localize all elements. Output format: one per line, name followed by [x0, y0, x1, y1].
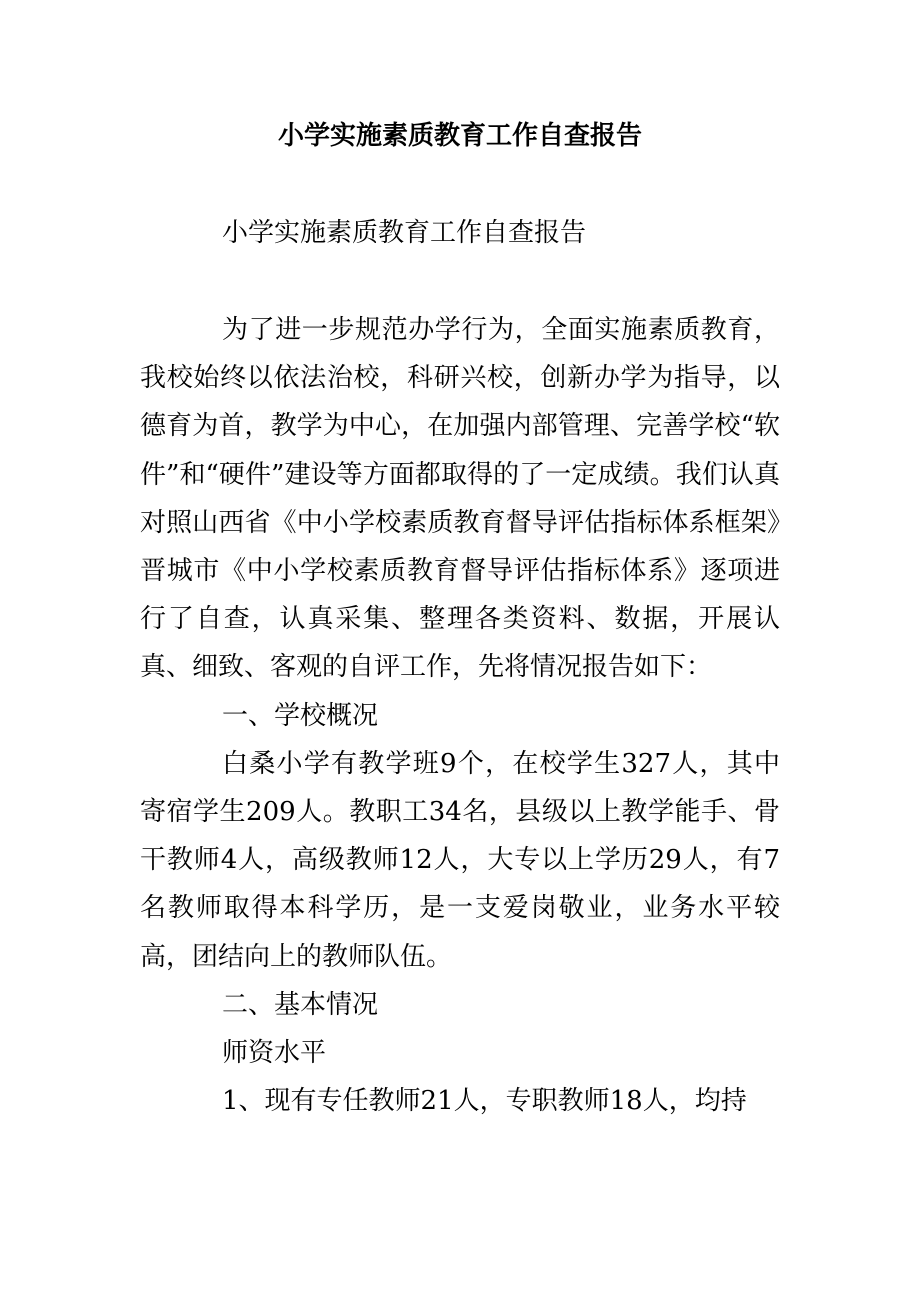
document-title: 小学实施素质教育工作自查报告	[277, 121, 642, 151]
section-heading-basic-situation: 二、基本情况	[222, 989, 379, 1020]
paragraph-teacher-count: 1、现有专任教师21人，专职教师18人，均持	[222, 1086, 747, 1117]
paragraph-intro: 为了进一步规范办学行为，全面实施素质教育，我校始终以依法治校，科研兴校，创新办学为指导，以德育为首，教学为中心，在加强内部管理、完善学校“软件”和“硬件”建设等方面都取得的了一定成绩。我们认真对照山西省《中小学校素质教育督导评估指标体系框架》晋城市《中小学校素质教育督导评估指标体系》逐项进行了自查，认真采集、整理各类资料、数据，开展认真、细致、客观的自评工作，先将情况报告如下：	[140, 315, 780, 683]
document-subtitle: 小学实施素质教育工作自查报告	[222, 218, 587, 248]
paragraph-school-overview: 白桑小学有教学班9个，在校学生327人，其中寄宿学生209人。教职工34名，县级以上教学能手、骨干教师4人，高级教师12人，大专以上学历29人，有7名教师取得本科学历，是一支爱岗敬业，业务水平较高，团结向上的教师队伍。	[140, 748, 780, 972]
section-heading-school-overview: 一、学校概况	[222, 700, 379, 731]
subheading-teacher-level: 师资水平	[222, 1038, 327, 1069]
document-body	[140, 306, 780, 1125]
